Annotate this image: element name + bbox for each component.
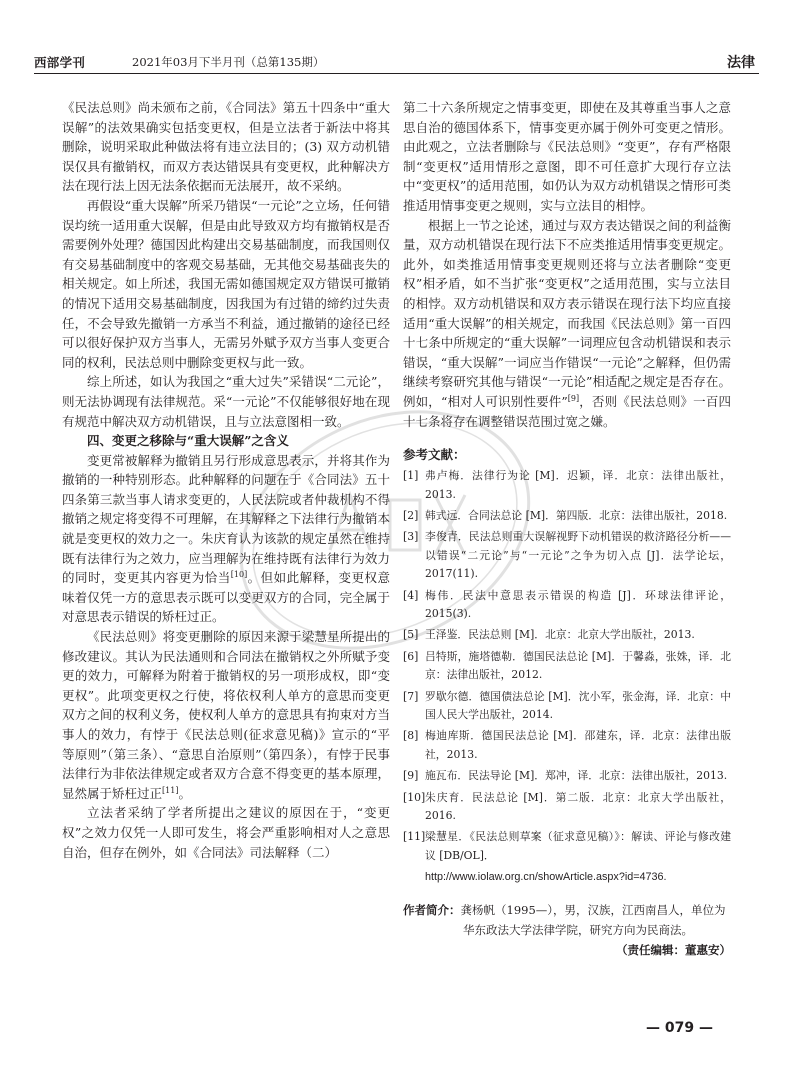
reference-item [403, 727, 731, 764]
paragraph [62, 451, 390, 627]
reference-item [403, 688, 731, 725]
paragraph-text: 。 [178, 785, 191, 801]
running-header [34, 50, 759, 80]
author-bio-label: 作者简介： [403, 903, 461, 918]
reference-item [403, 626, 731, 644]
paragraph-text: 变更常被解释为撤销且另行形成意思表示，并将其作为撤销的一种特别形态。此种解释的问题在于《合同法》五十四条第三款当事人请求变更的，人民法院或者仲裁机构不得撤销之规定将变得不可理解，在其解释之下法律行为撤销本就是变更权的效力之一。朱庆育认为该款的规定虽然在维持既有法律行为之效力，应当理解为在维持既有法律行为效力的同时，变更其内容更为恰当 [62, 452, 390, 586]
reference-item [403, 767, 731, 785]
reference-item [403, 828, 731, 865]
reference-number: [8] [403, 729, 419, 743]
issue-info: 2021年03月下半月刊（总第135期） [132, 55, 325, 69]
reference-item [403, 587, 731, 624]
author-bio-text: 华东政法大学法律学院，研究方向为民商法。 [463, 923, 693, 938]
citation-ref: [9] [567, 393, 580, 403]
reference-number: [1] [403, 469, 419, 483]
reference-text: 梅伟．民法中意思表示错误的构造 [J]．环球法律评论，2015(3). [425, 588, 731, 620]
reference-text: 韩式远．合同法总论 [M]．第四版．北京：法律出版社，2018. [425, 508, 728, 522]
reference-text: 吕特斯，施塔德勒．德国民法总论 [M]．于馨淼，张姝，译．北京：法律出版社，2012. [425, 649, 731, 682]
reference-text: 梅迪库斯．德国民法总论 [M]．邵建东，译．北京：法律出版社，2013. [425, 729, 731, 761]
reference-url: http://www.iolaw.org.cn/showArticle.aspx?id=4736. [425, 871, 667, 884]
paragraph: 综上所述，如认为我国之“重大过失”采错误“二元论”，则无法协调现有法律规范。采“一元论”不仅能够很好地在现有规范中解决双方动机错误，且与立法意图相一致。 [62, 374, 390, 429]
reference-number: [7] [403, 689, 419, 703]
right-column [403, 98, 731, 958]
citation-ref: [10] [230, 570, 248, 580]
paragraph-text: 。但如此解释，变更权意味着仅凭一方的意思表示既可以变更双方的合同，完全属于对意思表示错误的矫枉过正。 [62, 570, 390, 625]
reference-number: [11] [403, 830, 426, 844]
author-bio-text: 龚杨帆（1995—），男，汉族，江西南昌人，单位为 [460, 903, 726, 918]
reference-text: 罗歇尔德．德国债法总论 [M]．沈小军，张金海，译．北京：中国人民大学出版社，2014. [425, 689, 731, 721]
author-bio [403, 900, 731, 940]
paragraph [403, 216, 731, 432]
section-title: 法律 [727, 55, 755, 71]
responsible-editor: （责任编辑：董惠安） [616, 943, 731, 958]
paragraph-text: ，否则《民法总则》一百四十七条将存在调整错误范围过宽之嫌。 [403, 393, 731, 429]
paragraph: 再假设“重大误解”所采乃错误“一元论”之立场，任何错误均统一适用重大误解，但是由此导致双方均有撤销权是否需要例外处理？德国因此构建出交易基础制度，而我国则仅有交易基础制度中的客观交易基础，无其他交易基础丧失的相关规定。如上所述，我国无需如德国规定双方错误可撤销的情况下适用交易基础制度，因我国为有过错的缔约过失责任，不会导致先撤销一方承当不利益，通过撤销的途径已经可以很好保护双方当事人，无需另外赋予双方当事人变更合同的权利，民法总则中删除变更权与此一致。 [62, 197, 390, 370]
reference-text: 施瓦布．民法导论 [M]．郑冲，译．北京：法律出版社，2013. [425, 769, 728, 783]
paragraph [62, 627, 390, 803]
reference-number: [2] [403, 508, 419, 522]
reference-list [403, 467, 731, 886]
reference-text: 王泽鉴．民法总则 [M]．北京：北京大学出版社，2013. [425, 628, 695, 642]
reference-number: [3] [403, 530, 419, 544]
reference-number: [9] [403, 769, 419, 783]
paragraph: 第二十六条所规定之情事变更，即使在及其尊重当事人之意思自治的德国体系下，情事变更亦属于例外可变更之情形。由此观之，立法者删除与《民法总则》“变更”，存有严格限制“变更权”适用情形之意图，即不可任意扩大现行存立法中“变更权”的适用范围，如仍认为双方动机错误之情形可类推适用情事变更之规则，实与立法目的相悖。 [403, 100, 731, 213]
paragraph: 《民法总则》尚未颁布之前，《合同法》第五十四条中“重大误解”的法效果确实包括变更权，但是立法者于新法中将其删除，说明采取此种做法将有违立法目的；(3) 双方动机错误仅具有撤销权，而双方表达错误具有变更权，此种解决方法在现行法上因无法条依据而无法展开，故不采纳。 [62, 100, 390, 194]
paragraph-text: 《民法总则》将变更删除的原因来源于梁慧星所提出的修改建议。其认为民法通则和合同法在撤销权之外所赋予变更的效力，可解释为附着于撤销权的另一项形成权，即“变更权”。此项变更权之行使，将依权利人单方的意思而变更双方之间的权利义务，使权利人单方的意思具有拘束对方当事人的效力，有悖于《民法总则(征求意见稿)》宣示的“平等原则”（第三条）、“意思自治原则”（第四条），有悖于民事法律行为非依法律规定或者双方合意不得变更的基本原理，显然属于矫枉过正 [62, 629, 390, 801]
reference-number: [6] [403, 649, 419, 663]
reference-text: 朱庆育．民法总论 [M]．第二版．北京：北京大学出版社，2016. [425, 790, 731, 822]
reference-number: [5] [403, 628, 419, 642]
reference-text: 梁慧星．《民法总则草案（征求意见稿）》：解读、评论与修改建议 [DB/OL]． [425, 830, 731, 862]
citation-ref: [11] [162, 785, 179, 795]
reference-number: [10] [403, 790, 426, 804]
reference-item [403, 648, 731, 685]
references-title: 参考文献： [403, 447, 466, 463]
reference-item [403, 467, 731, 504]
paragraph-text: 根据上一节之论述，通过与双方表达错误之间的利益衡量，双方动机错误在现行法下不应类推适用情事变更规定。此外，如类推适用情事变更规则还将与立法者删除“变更权”相矛盾，如不当扩张“变更权”之适用范围，实与立法目的相悖。双方动机错误和双方表示错误在现行法下均应直接适用“重大误解”的相关规定，而我国《民法总则》第一百四十七条中所规定的“重大误解”一词理应包含动机错误和表示错误，“重大误解”一词应当作错误“一元论”之解释，但仍需继续考察研究其他与错误“一元论”相适配之规定是否存在。例如，“相对人可识别性要件” [403, 217, 731, 409]
reference-number: [4] [403, 588, 419, 602]
reference-item [403, 789, 731, 826]
reference-item [403, 507, 731, 525]
section-heading: 四、变更之移除与“重大误解”之含义 [87, 433, 289, 449]
reference-item [403, 528, 731, 583]
reference-text: 李俊青．民法总则重大误解视野下动机错误的救济路径分析——以错误“二元论”与“一元论”之争为切入点 [J]．法学论坛，2017(11). [425, 530, 731, 581]
header-rule [34, 73, 759, 74]
left-column [62, 98, 390, 862]
journal-name: 西部学刊 [34, 55, 86, 70]
page-number: — 079 — [646, 1020, 713, 1036]
reference-text: 弗卢梅．法律行为论 [M]．迟颖，译．北京：法律出版社，2013. [425, 469, 731, 501]
paragraph: 立法者采纳了学者所提出之建议的原因在于，“变更权”之效力仅凭一人即可发生，将会严重影响相对人之意思自治，但存在例外，如《合同法》司法解释（二） [62, 805, 390, 860]
